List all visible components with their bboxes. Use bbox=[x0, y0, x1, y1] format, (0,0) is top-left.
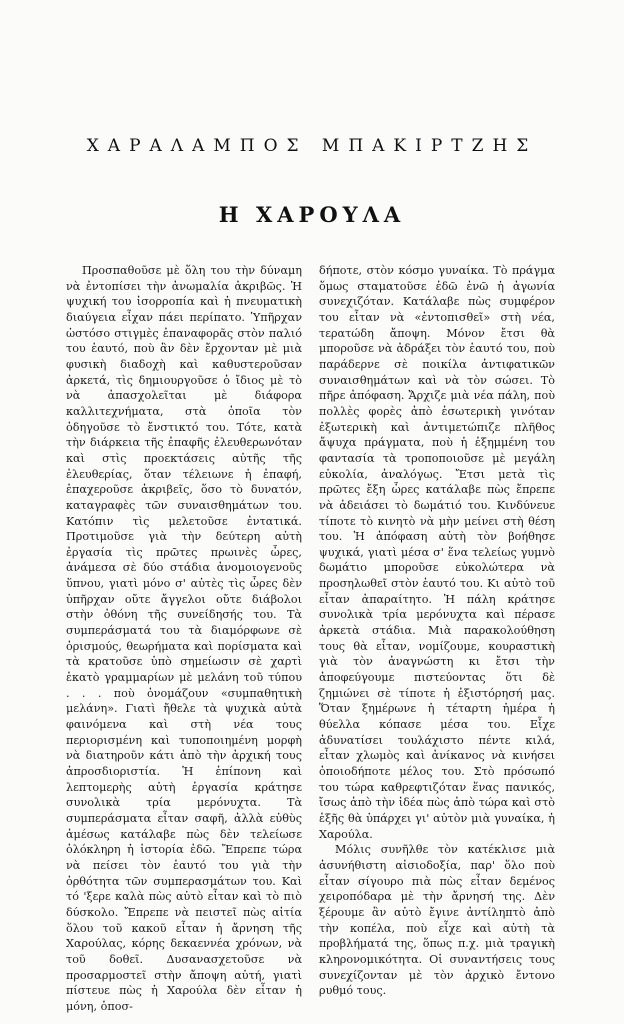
paragraph: Προσπαθοῦσε μὲ ὅλη του τὴν δύναμη νὰ ἐντοπίσει τὴν ἀνωμαλία ἀκριβῶς. Ἡ ψυχική του ἰσορροπία καὶ ἡ πνευματικὴ διαύγεια εἶχαν πάει περίπατο. Ὑπῆρχαν ὡστόσο στιγμὲς ἐπαναφορᾶς στὸν παλιό του ἑαυτό, ποὺ ἂν δὲν ἔρχονταν μὲ μιὰ φυσικὴ διαδοχὴ καὶ καθυστεροῦσαν ἀρκετά, τὶς δημιουργοῦσε ὁ ἴδιος μὲ τὸ νὰ ἀπασχολεῖται μὲ διάφορα καλλιτεχνήματα, στὰ ὁποῖα τὸν ὁδηγοῦσε τὸ ἔνστικτό του. Τότε, κατὰ τὴν διάρκεια τῆς ἐπαφῆς ἐλευθερωνόταν καὶ στὶς προεκτάσεις αὐτῆς τῆς ἐλευθερίας, ὅταν τέλειωνε ἡ ἐπαφή, ἐπαχεροῦσε ἀκριβεῖς, ὅσο τὸ δυνατόν, καταγραφὲς τῶν συναισθημάτων του. Κατόπιν τὶς μελετοῦσε ἐντατικά. Προτιμοῦσε γιὰ τὴν δεύτερη αὐτὴ ἐργασία τὶς πρῶτες πρωινὲς ὧρες, ἀνάμεσα σὲ δύο στάδια ἀνομοιογενοῦς ὕπνου, γιατὶ μόνο σ' αὐτὲς τὶς ὧρες δὲν ὑπῆρχαν οὔτε ἄγγελοι οὔτε διάβολοι στὴν ὀθόνη τῆς συνείδησής του. Τὰ συμπεράσματά του τὰ διαμόρφωνε σὲ ὁρισμούς, θεωρήματα καὶ πορίσματα καὶ τὰ κρατοῦσε ὑπὸ σημείωσιν σὲ χαρτὶ ἑκατὸ γραμμαρίων μὲ μελάνη τοῦ τύπου . . . ποὺ ὀνομάζουν «συμπαθητικὴ μελάνη». Γιατὶ ἤθελε τὰ ψυχικὰ αὐτὰ φαινόμενα καὶ στὴ νέα τους περιορισμένη καὶ τυποποιημένη μορφὴ νὰ διατηροῦν κάτι ἀπὸ τὴν ἀρχική τους ἀπροσδιοριστία. Ἡ ἐπίπονη καὶ λεπτομερὴς αὐτὴ ἐργασία κράτησε συνολικὰ τρία μερόνυχτα. Τὰ συμπεράσματα εἶταν σαφῆ, ἀλλὰ εὐθὺς ἀμέσως κατάλαβε πὼς δὲν τελείωσε ὁλόκληρη ἡ ἱστορία ἐδῶ. Ἔπρεπε τώρα νὰ πείσει τὸν ἑαυτό του γιὰ τὴν ὀρθότητα τῶν συμπερασμάτων του. Καὶ τό 'ξερε καλὰ πὼς αὐτὸ εἶταν καὶ τὸ πιὸ δύσκολο. Ἔπρεπε νὰ πειστεῖ πὼς αἰτία ὅλου τοῦ κακοῦ εἶταν ἡ ἄρνηση τῆς Χαρούλας, κόρης δεκαεννέα χρόνων, νὰ τοῦ δοθεῖ. Δυσανασχετοῦσε νὰ προσαρμοστεῖ στὴν ἄποψη αὐτή, γιατὶ πίστευε πὼς ἡ Χαρούλα δὲν εἶταν ἡ μόνη, ὁποσ- bbox=[66, 264, 302, 1013]
paragraph: Μόλις συνῆλθε τὸν κατέκλισε μιὰ ἀσυνήθιστη αἰσιοδοξία, παρ' ὅλο ποὺ εἶταν σίγουρο πιὰ πὼς εἶταν δεμένος χειροπόδαρα μὲ τὴν ἄρνησή της. Δὲν ξέρουμε ἂν αὐτὸ ἔγινε ἀντίληπτὸ ἀπὸ τὴν κοπέλα, ποὺ εἶχε καὶ αὐτὴ τὰ προβλήματά της, ὅπως π.χ. μιὰ τραγικὴ κληρονομικότητα. Οἱ συναντήσεις τους συνεχίζονταν μὲ τὸν ἀρχικὸ ἔντονο ρυθμό τους. bbox=[319, 843, 555, 998]
author-name: ΧΑΡΑΛΑΜΠΟΣ ΜΠΑΚΙΡΤΖΗΣ bbox=[86, 136, 538, 156]
story-title: Η ΧΑΡΟΥΛΑ bbox=[218, 202, 406, 227]
right-column bbox=[319, 263, 555, 999]
left-column bbox=[66, 263, 302, 1015]
paragraph: δήποτε, στὸν κόσμο γυναίκα. Τὸ πράγμα ὅμως σταματοῦσε ἐδῶ ἐνῶ ἡ ἀγωνία συνεχιζόταν. Κατάλαβε πὼς συμφέρον του εἶταν νὰ «ἐντοπισθεῖ» στὴ νέα, τερατώδη ἄποψη. Μόνον ἔτσι θὰ μποροῦσε νὰ ἀδράξει τὸν ἑαυτό του, ποὺ παράδερνε σὲ ποικίλα ἀντιφατικῶν συναισθημάτων καὶ νὰ τὸν σώσει. Τὸ πῆρε ἀπόφαση. Ἄρχιζε μιὰ νέα πάλη, ποὺ πολλὲς φορὲς ἀπὸ ἐσωτερικὴ γινόταν ἐξωτερικὴ καὶ ἀντιμετώπιζε πλῆθος ἄψυχα πράγματα, ποὺ ἡ ἐξημμένη του φαντασία τὰ τροποποιοῦσε μὲ μεγάλη εὐκολία, ἀναλόγως. Ἔτσι μετὰ τὶς πρῶτες ἔξη ὧρες κατάλαβε πὼς ἔπρεπε νὰ ἀδειάσει τὸ δωμάτιό του. Κινδύνευε τίποτε τὸ κινητὸ νὰ μὴν μείνει στὴ θέση του. Ἡ ἀπόφαση αὐτὴ τὸν βοήθησε ψυχικά, γιατὶ μέσα σ' ἕνα τελείως γυμνὸ δωμάτιο μποροῦσε εὐκολώτερα νὰ προσηλωθεῖ στὸν ἑαυτό του. Κι αὐτὸ τοῦ εἶταν ἀπαραίτητο. Ἡ πάλη κράτησε συνολικὰ τρία μερόνυχτα καὶ πέρασε ἀρκετὰ στάδια. Μιὰ παρακολούθηση τους θὰ εἶταν, νομίζουμε, κουραστικὴ γιὰ τὸν ἀναγνώστη κι ἔτσι τὴν ἀποφεύγουμε πιστεύοντας ὅτι δὲ ζημιώνει σὲ τίποτε ἡ ἐξιστόρησή μας. Ὅταν ξημέρωνε ἡ τέταρτη ἡμέρα ἡ θύελλα κόπασε μέσα του. Εἶχε ἀδυνατίσει τουλάχιστο πέντε κιλά, εἶταν χλωμὸς καὶ ἀνίκανος νὰ κινήσει ὁποιοδήποτε μέλος του. Στὸ πρόσωπό του τώρα καθρεφτιζόταν ἕνας πανικός, ἴσως ἀπὸ τὴν ἰδέα πὼς ἀπὸ τώρα καὶ στὸ ἑξῆς θὰ ὑπάρχει γι' αὐτὸν μιὰ γυναίκα, ἡ Χαρούλα. bbox=[319, 264, 555, 841]
